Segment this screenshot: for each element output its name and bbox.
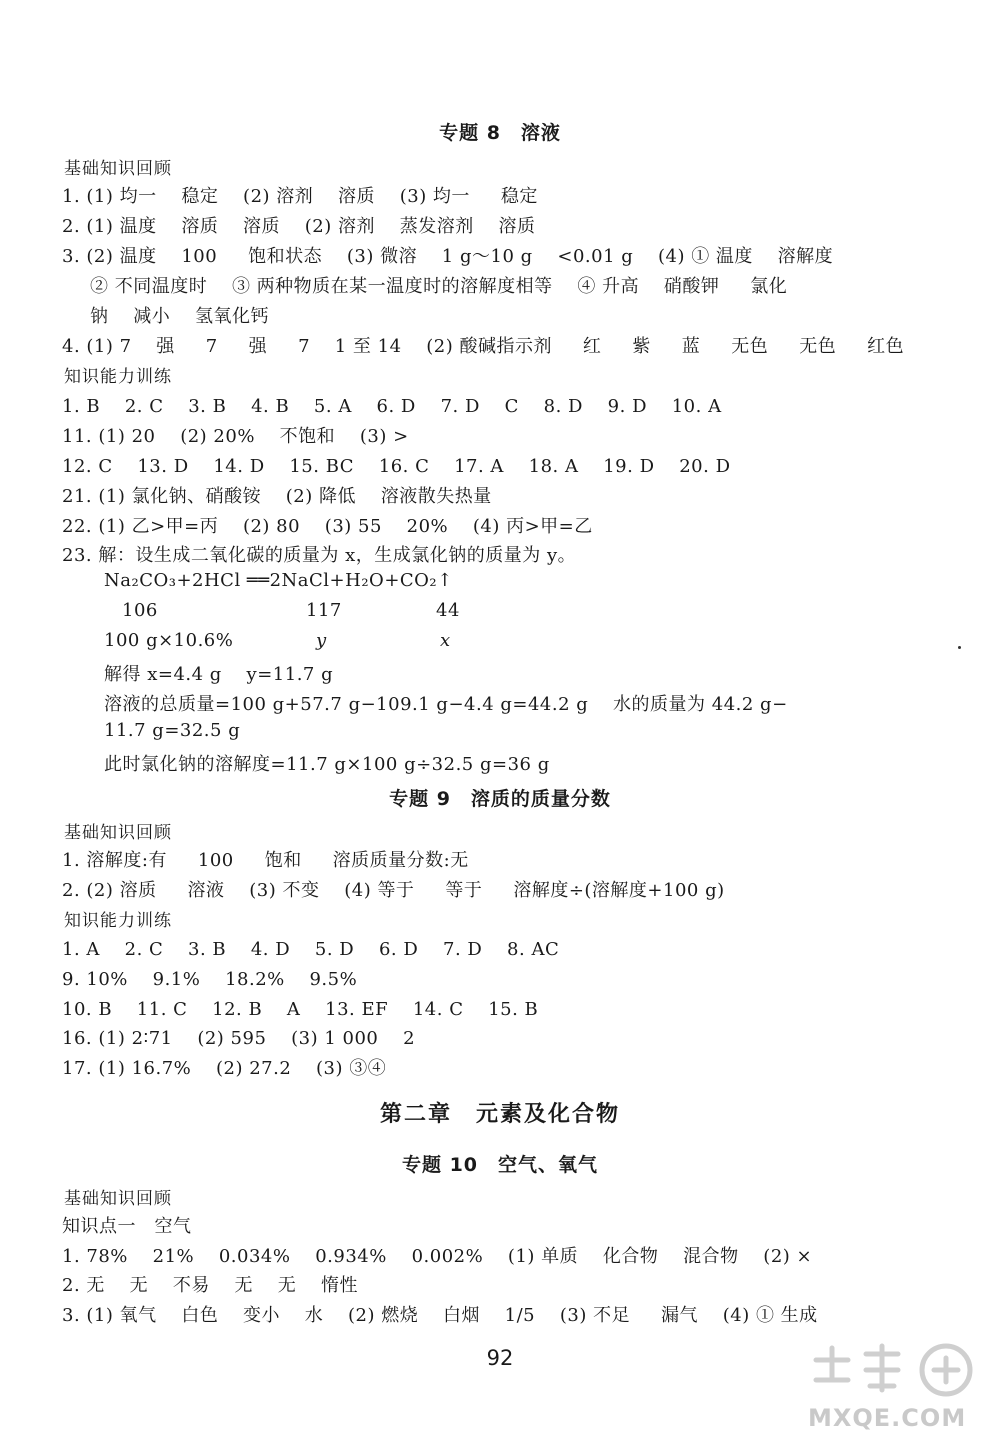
equation-coefficient: 44 — [436, 600, 460, 621]
answer-line: 1. A 2. C 3. B 4. D 5. D 6. D 7. D 8. AC — [62, 939, 560, 960]
solution-line: 11.7 g=32.5 g — [104, 720, 241, 741]
section-8-basics-label: 基础知识回顾 — [64, 159, 172, 179]
answer-line: 16. (1) 2∶71 (2) 595 (3) 1 000 2 — [62, 1028, 416, 1049]
solution-line: 此时氯化钠的溶解度=11.7 g×100 g÷32.5 g=36 g — [104, 754, 550, 775]
answer-line: 11. (1) 20 (2) 20% 不饱和 (3) > — [62, 426, 409, 447]
answer-line: 12. C 13. D 14. D 15. BC 16. C 17. A 18. A 19. D 20. D — [62, 456, 731, 477]
knowledge-point-label: 知识点一 空气 — [62, 1216, 192, 1237]
answer-line: 2. 无 无 不易 无 无 惰性 — [62, 1275, 359, 1296]
section-8-training-label: 知识能力训练 — [64, 367, 172, 387]
solution-line: 溶液的总质量=100 g+57.7 g−109.1 g−4.4 g=44.2 g 水的质量为 44.2 g− — [104, 694, 788, 715]
solution-line: 解得 x=4.4 g y=11.7 g — [104, 664, 334, 685]
answer-line: 1. 溶解度:有 100 饱和 溶质质量分数:无 — [62, 850, 469, 871]
answer-line: ② 不同温度时 ③ 两种物质在某一温度时的溶解度相等 ④ 升高 硝酸钾 氯化 — [90, 276, 788, 297]
page-number: 92 — [486, 1346, 514, 1370]
answer-line: 1. B 2. C 3. B 4. B 5. A 6. D 7. D C 8. D 9. D 10. A — [62, 396, 722, 417]
section-10-basics-label: 基础知识回顾 — [64, 1189, 172, 1209]
answer-line: 2. (1) 温度 溶质 溶质 (2) 溶剂 蒸发溶剂 溶质 — [62, 216, 536, 237]
answer-line: 钠 减小 氢氧化钙 — [90, 306, 269, 327]
answer-line: 1. 78% 21% 0.034% 0.934% 0.002% (1) 单质 化合物 混合物 (2) × — [62, 1246, 813, 1267]
chapter-2-title: 第二章 元素及化合物 — [379, 1102, 620, 1127]
answer-line: 3. (1) 氧气 白色 变小 水 (2) 燃烧 白烟 1/5 (3) 不足 漏气 (4) ① 生成 — [62, 1305, 818, 1326]
answer-line: 3. (2) 温度 100 饱和状态 (3) 微溶 1 g～10 g <0.01 g (4) ① 温度 溶解度 — [62, 246, 834, 267]
equation-quantity: 100 g×10.6% — [104, 630, 234, 651]
section-9-title: 专题 9 溶质的质量分数 — [389, 788, 611, 810]
answer-line: 10. B 11. C 12. B A 13. EF 14. C 15. B — [62, 999, 539, 1020]
answer-line: 1. (1) 均一 稳定 (2) 溶剂 溶质 (3) 均一 稳定 — [62, 186, 538, 207]
answer-line: 23. 解：设生成二氧化碳的质量为 x，生成氯化钠的质量为 y。 — [62, 545, 577, 566]
section-9-basics-label: 基础知识回顾 — [64, 823, 172, 843]
answer-line: 21. (1) 氯化钠、硝酸铵 (2) 降低 溶液散失热量 — [62, 486, 492, 507]
equation-coefficient: 106 — [122, 600, 158, 621]
ink-speck — [958, 646, 961, 649]
equation-coefficient: 117 — [306, 600, 342, 621]
answer-line: 22. (1) 乙>甲=丙 (2) 80 (3) 55 20% (4) 丙>甲=乙 — [62, 516, 593, 537]
answer-line: 9. 10% 9.1% 18.2% 9.5% — [62, 969, 358, 990]
answer-line: 4. (1) 7 强 7 强 7 1 至 14 (2) 酸碱指示剂 红 紫 蓝 无色 无色 红色 — [62, 336, 905, 357]
section-10-title: 专题 10 空气、氧气 — [401, 1154, 599, 1176]
chemical-equation: Na₂CO₃+2HCl ══2NaCl+H₂O+CO₂↑ — [104, 570, 453, 591]
section-9-training-label: 知识能力训练 — [64, 911, 172, 931]
equation-variable: y — [316, 630, 327, 651]
section-8-title: 专题 8 溶液 — [439, 122, 561, 144]
watermark-text: MXQE.COM — [808, 1404, 967, 1432]
answer-line: 2. (2) 溶质 溶液 (3) 不变 (4) 等于 等于 溶解度÷(溶解度+100 g) — [62, 880, 725, 901]
answer-line: 17. (1) 16.7% (2) 27.2 (3) ③④ — [62, 1058, 387, 1079]
equation-variable: x — [440, 630, 451, 651]
